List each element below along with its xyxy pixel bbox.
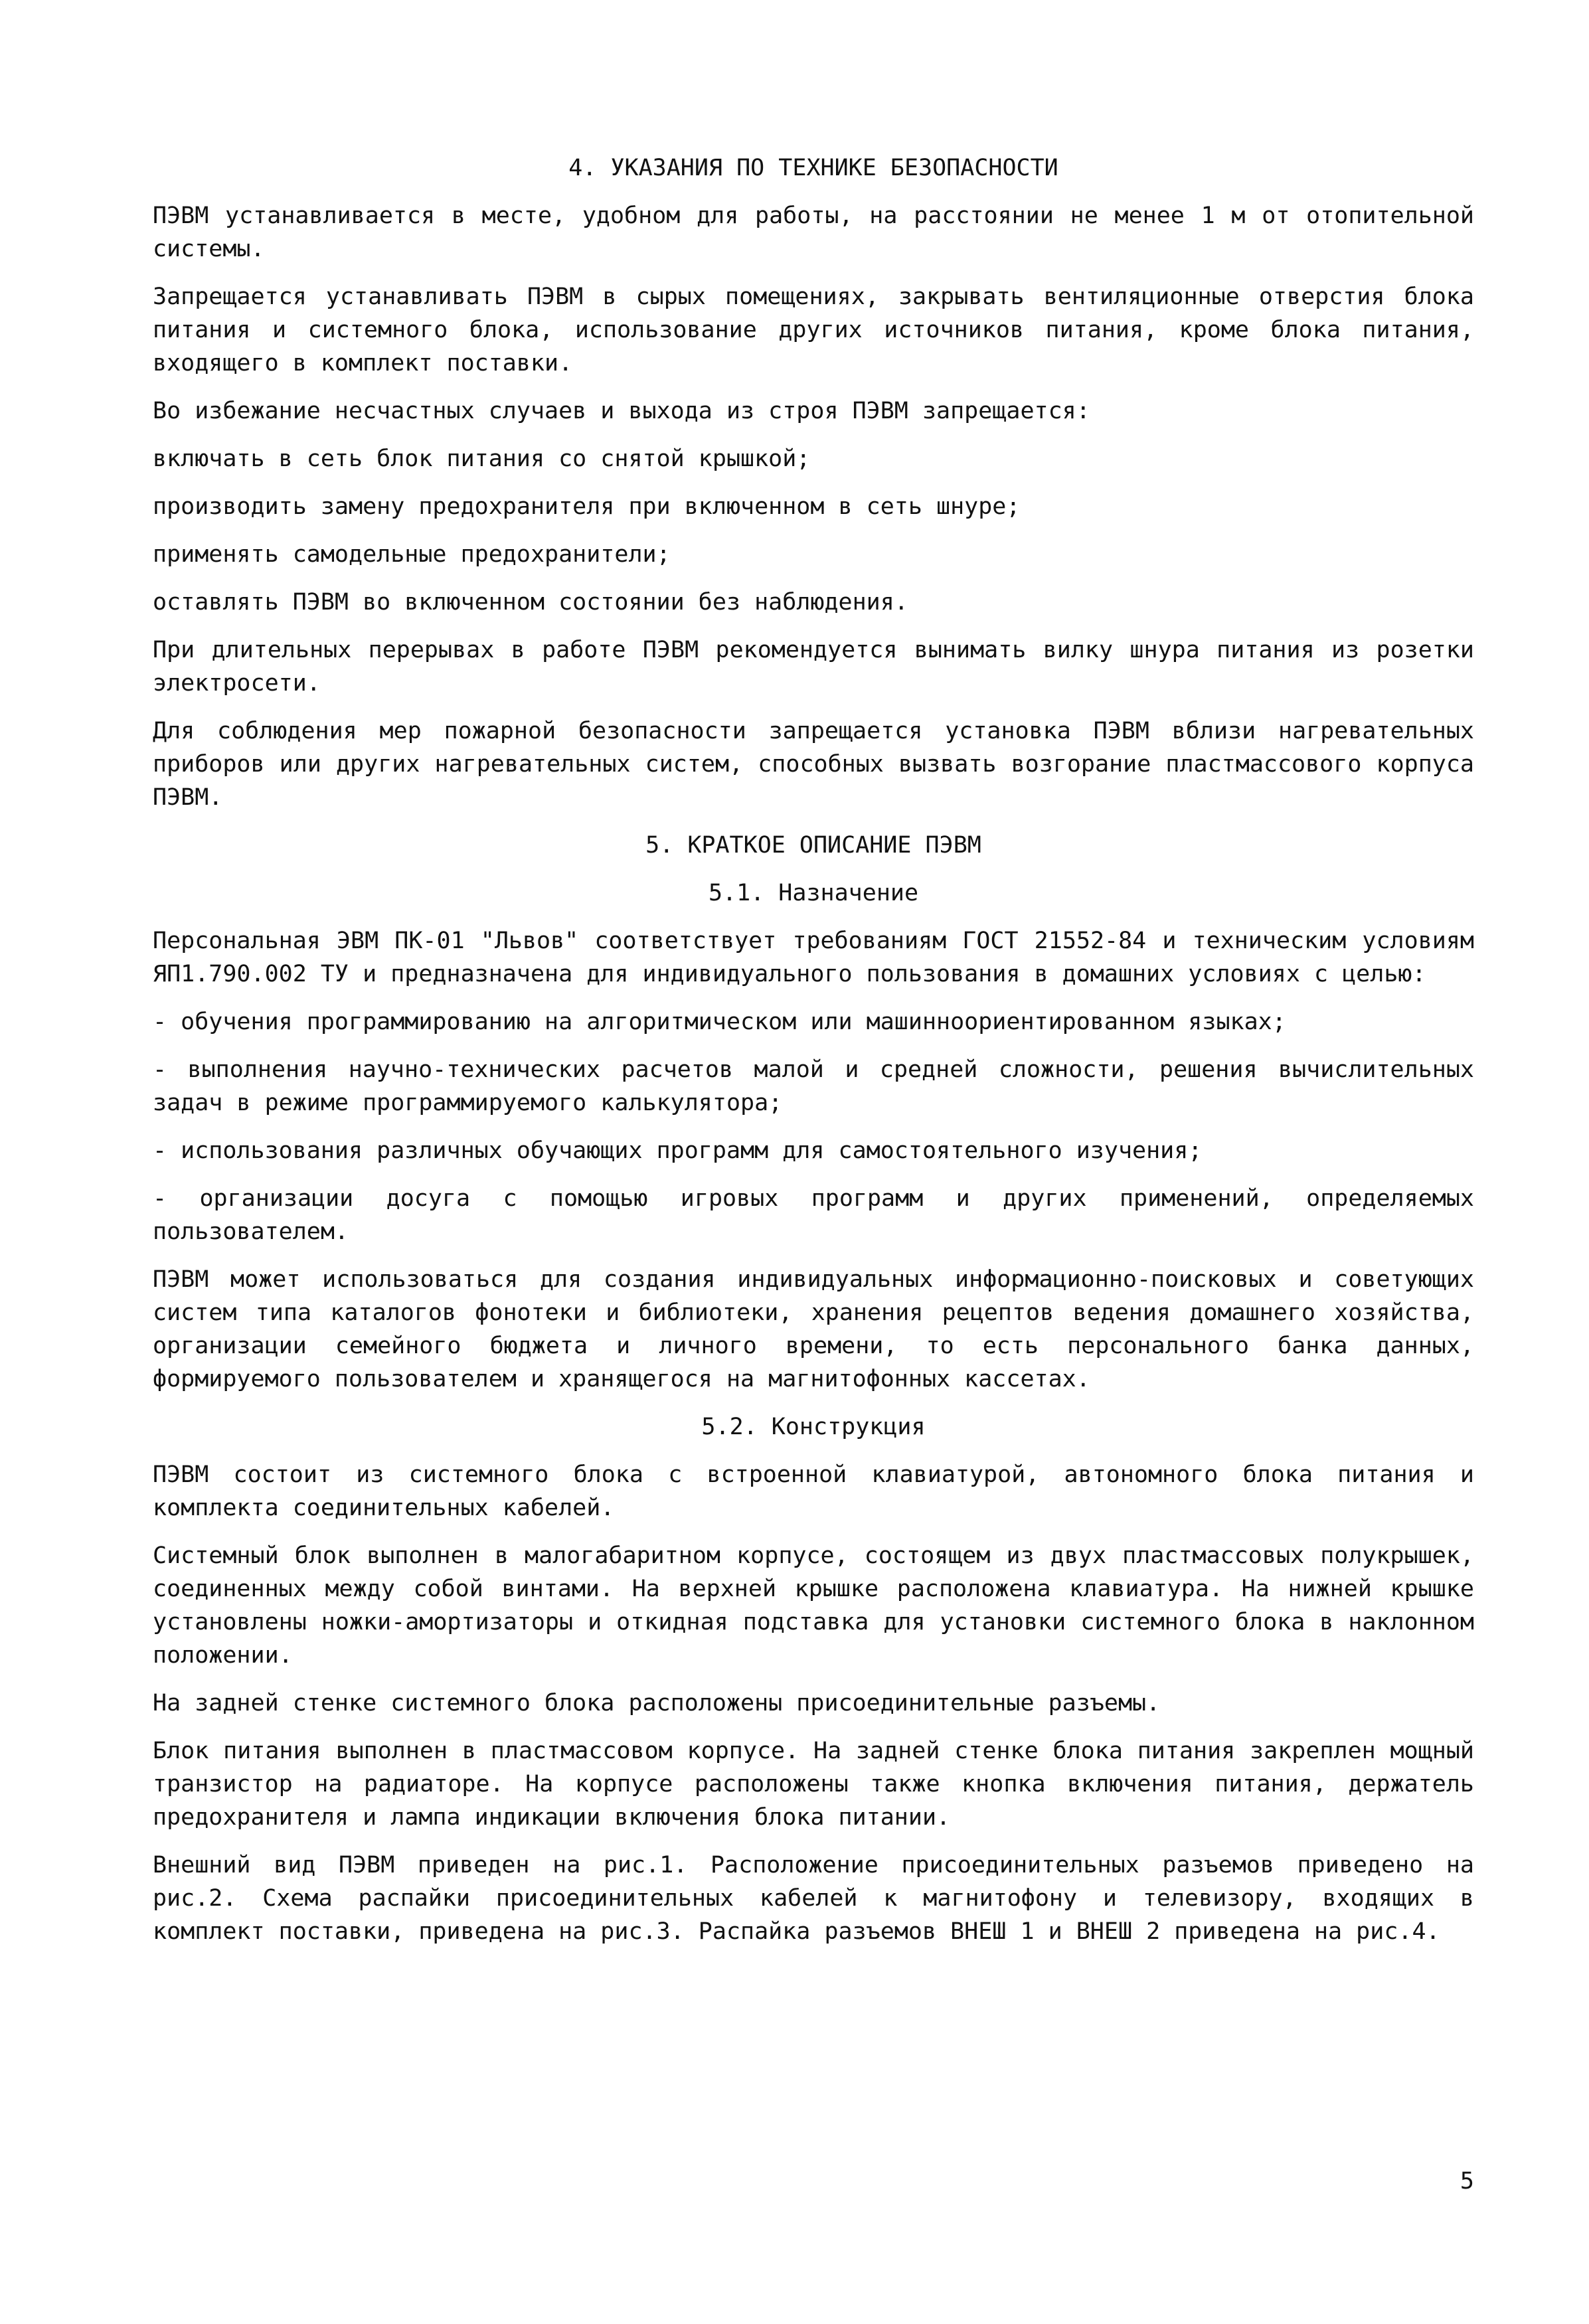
safety-paragraph-1: ПЭВМ устанавливается в месте, удобном для работы, на расстоянии не менее 1 м от отопительной системы. — [153, 203, 1474, 262]
safety-paragraph-5: производить замену предохранителя при включенном в сеть шнуре; — [153, 493, 1021, 520]
subsection-5-1-title: 5.1. Назначение — [708, 880, 919, 906]
section-4-title: 4. УКАЗАНИЯ ПО ТЕХНИКЕ БЕЗОПАСНОСТИ — [568, 155, 1058, 181]
page-number: 5 — [1460, 2168, 1474, 2195]
purpose-paragraph-3: - выполнения научно-технических расчетов малой и средней сложности, решения вычислительных задач в режиме программируемого калькулятора; — [153, 1056, 1474, 1116]
safety-paragraph-9: Для соблюдения мер пожарной безопасности запрещается установка ПЭВМ вблизи нагревательных приборов или других нагревательных систем, способных вызвать возгорание пластмассового корпуса ПЭВМ. — [153, 718, 1474, 811]
purpose-paragraph-6: ПЭВМ может использоваться для создания индивидуальных информационно-поисковых и советующих систем типа каталогов фонотеки и библиотеки, хранения рецептов ведения домашнего хозяйства, организации семейного бюджета и личного времени, то есть персонального банка данных, формируемого пользователем и хранящегося на магнитофонных кассетах. — [153, 1266, 1474, 1392]
safety-paragraph-3: Во избежание несчастных случаев и выхода из строя ПЭВМ запрещается: — [153, 398, 1090, 424]
construction-paragraph-5: Внешний вид ПЭВМ приведен на рис.1. Расположение присоединительных разъемов приведено на рис.2. Схема распайки присоединительных кабелей к магнитофону и телевизору, входящих в комплект поставки, приведена на рис.3. Распайка разъемов ВНЕШ 1 и ВНЕШ 2 приведена на рис.4. — [153, 1852, 1474, 1945]
construction-paragraph-1: ПЭВМ состоит из системного блока с встроенной клавиатурой, автономного блока питания и комплекта соединительных кабелей. — [153, 1461, 1474, 1521]
safety-paragraph-4: включать в сеть блок питания со снятой крышкой; — [153, 446, 811, 472]
purpose-paragraph-1: Персональная ЭВМ ПК-01 "Львов" соответствует требованиям ГОСТ 21552-84 и техническим условиям ЯП1.790.002 ТУ и предназначена для индивидуального пользования в домашних условиях с целью: — [153, 928, 1474, 987]
safety-paragraph-6: применять самодельные предохранители; — [153, 541, 671, 568]
purpose-paragraph-5: - организации досуга с помощью игровых программ и других применений, определяемых пользователем. — [153, 1185, 1474, 1245]
construction-paragraph-4: Блок питания выполнен в пластмассовом корпусе. На задней стенке блока питания закреплен мощный транзистор на радиаторе. На корпусе расположены также кнопка включения питания, держатель предохранителя и лампа индикации включения блока питании. — [153, 1738, 1474, 1831]
purpose-paragraph-4: - использования различных обучающих программ для самостоятельного изучения; — [153, 1137, 1203, 1164]
safety-paragraph-8: При длительных перерывах в работе ПЭВМ рекомендуется вынимать вилку шнура питания из розетки электросети. — [153, 637, 1474, 697]
safety-paragraph-2: Запрещается устанавливать ПЭВМ в сырых помещениях, закрывать вентиляционные отверстия блока питания и системного блока, использование других источников питания, кроме блока питания, входящего в комплект поставки. — [153, 284, 1474, 376]
safety-paragraph-7: оставлять ПЭВМ во включенном состоянии без наблюдения. — [153, 589, 908, 616]
page-content — [153, 151, 1474, 1963]
construction-paragraph-2: Системный блок выполнен в малогабаритном корпусе, состоящем из двух пластмассовых полукрышек, соединенных между собой винтами. На верхней крышке расположена клавиатура. На нижней крышке установлены ножки-амортизаторы и откидная подставка для установки системного блока в наклонном положении. — [153, 1542, 1474, 1669]
subsection-5-2-title: 5.2. Конструкция — [701, 1414, 926, 1440]
section-5-title: 5. КРАТКОЕ ОПИСАНИЕ ПЭВМ — [645, 832, 981, 859]
purpose-paragraph-2: - обучения программированию на алгоритмическом или машинноориентированном языках; — [153, 1009, 1286, 1035]
construction-paragraph-3: На задней стенке системного блока расположены присоединительные разъемы. — [153, 1690, 1161, 1716]
